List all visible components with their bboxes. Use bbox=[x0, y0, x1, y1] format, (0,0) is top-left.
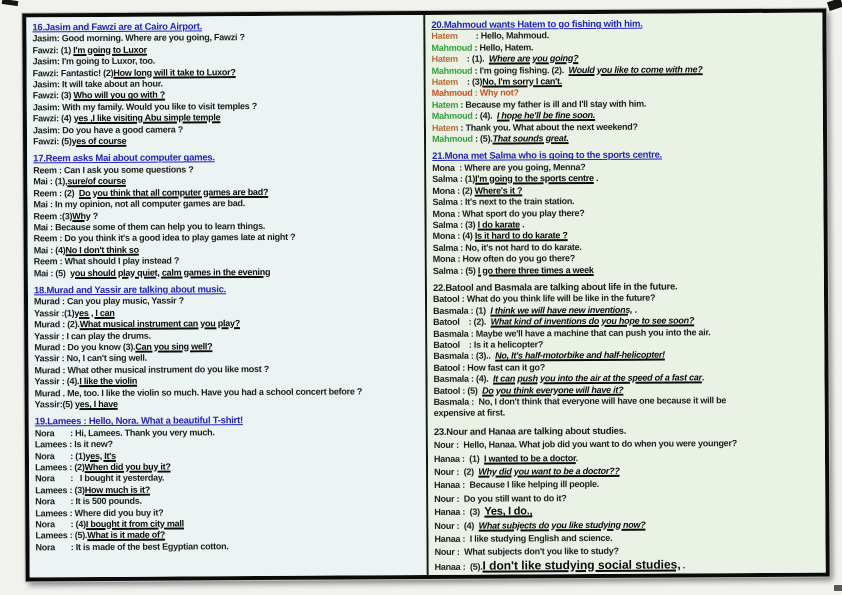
dialogue-title: 20.Mahmoud wants Hatem to go fishing with him. bbox=[431, 18, 643, 31]
dialogue-text: Mona : Where are you going, Menna? bbox=[432, 161, 586, 173]
answer-text: Do you think that all computer games are bad? bbox=[78, 186, 269, 198]
dialogue-text: Nour : (4) bbox=[434, 520, 479, 531]
dialogue-text: Mona : What sport do you play there? bbox=[432, 207, 585, 219]
dialogue-text: Salma : No, it's not hard to do karate. bbox=[432, 241, 582, 253]
dialogue-text: : Hello, Mahmoud. bbox=[457, 30, 549, 42]
dialogue-text: Fawzi: (4) bbox=[32, 113, 74, 124]
dialogue-text: Murad : (2). bbox=[34, 319, 80, 330]
dialogue-title: 22.Batool and Basmala are talking about life in the future. bbox=[432, 281, 678, 294]
answer-text: I like the violin bbox=[79, 375, 138, 387]
dialogue-text: Hanaa : (5). bbox=[434, 561, 483, 572]
dialogue-text: : (3) bbox=[457, 76, 483, 87]
answer-text: Yes, I do., bbox=[484, 505, 533, 518]
answer-text: It can push you into the air at the speed of a fast car bbox=[493, 372, 702, 384]
answer-text: yes, It's bbox=[85, 450, 116, 461]
dialogue-text: Nour : What subjects don't you like to study? bbox=[434, 546, 619, 558]
dialogue-text: Reem : What should I play instead ? bbox=[33, 255, 180, 267]
dialogue-text: Mona : (2) bbox=[432, 185, 475, 196]
dialogue-text: Mai : (4) bbox=[33, 244, 66, 256]
dialogue-line bbox=[35, 397, 422, 411]
dialogue-text: Mai : (5) bbox=[33, 267, 71, 278]
dialogue-title: 18.Murad and Yassir are talking about music. bbox=[33, 284, 227, 297]
answer-text: I do karate bbox=[477, 219, 520, 230]
dialogue-text: Nora : It is made of the best Egyptian cotton. bbox=[35, 541, 229, 553]
dialogue-text: Murad . Me, too. I like the violin so much. Have you had a school concert before ? bbox=[34, 385, 363, 398]
answer-text: Do you think everyone will have it? bbox=[482, 384, 624, 396]
speaker-name: Mahmoud bbox=[431, 42, 473, 53]
speaker-name: Hatem bbox=[431, 99, 459, 110]
dialogue-text: Murad : Can you play music, Yassir ? bbox=[34, 295, 184, 307]
dialogue-text: Murad : What other musical instrument do you like most ? bbox=[34, 363, 270, 376]
answer-text: I don't like studying social studies, bbox=[482, 557, 681, 573]
answer-text: yes of course bbox=[71, 135, 127, 147]
scan-artifact bbox=[834, 585, 842, 591]
answer-text: yes ,I like visiting Abu simple temple bbox=[73, 112, 221, 124]
dialogue-text: Nora : Hi, Lamees. Thank you very much. bbox=[34, 427, 215, 439]
answer-text: Would you like to come with me? bbox=[568, 63, 703, 75]
dialogue-text: : I'm going fishing. (2). bbox=[472, 64, 569, 76]
dialogue-title: 17.Reem asks Mai about computer games. bbox=[33, 152, 215, 165]
answer-text: Why did you want to be a doctor?? bbox=[478, 465, 620, 477]
dialogue-text: Lamees : Where did you buy it? bbox=[35, 507, 164, 519]
dialogue-text: Fawzi: (1) bbox=[32, 44, 74, 56]
dialogue-text: Reem : (2) bbox=[33, 187, 79, 199]
dialogue-16 bbox=[32, 20, 420, 148]
dialogue-text: Batool : What do you think life will be like in the future? bbox=[432, 292, 656, 305]
dialogue-text: Mai : Because some of them can help you to learn things. bbox=[33, 220, 266, 233]
dialogue-text: Jasim: Good morning. Where are you going, Fawzi ? bbox=[32, 32, 245, 44]
highlighted-line: Mahmoud : Why not? bbox=[431, 87, 519, 99]
dialogue-text: Nour : (2) bbox=[434, 466, 479, 477]
dialogue-text: Basmala : (1) bbox=[433, 305, 491, 316]
answer-text: yes, I have bbox=[74, 398, 118, 410]
answer-text: What subjects do you like studying now? bbox=[478, 519, 646, 531]
dialogue-text: Reem : Can I ask you some questions ? bbox=[33, 164, 194, 176]
dialogue-text: Basmala : No, I don't think that everyone will have one because it will be bbox=[433, 395, 727, 407]
speaker-name: Mahmoud bbox=[431, 65, 473, 76]
dialogue-text: : Hello, Hatem. bbox=[472, 42, 534, 53]
dialogue-line bbox=[435, 557, 822, 574]
dialogue-17 bbox=[33, 152, 421, 280]
scan-artifact bbox=[827, 0, 842, 11]
dialogue-21 bbox=[432, 149, 820, 277]
dialogue-text: Hanaa : Because I like helping ill people. bbox=[434, 479, 600, 491]
answer-text: How much is it? bbox=[84, 484, 151, 495]
dialogue-text: . bbox=[701, 372, 705, 383]
dialogue-text: Batool : (2). bbox=[433, 316, 491, 328]
speaker-name: Hatem bbox=[431, 54, 458, 65]
speaker-name: Mahmoud bbox=[432, 133, 473, 145]
dialogue-title: 21.Mona met Salma who is going to the sports centre. bbox=[432, 150, 663, 163]
dialogue-text: Salma : (5) bbox=[432, 265, 478, 276]
dialogue-text: Lamees : Is it new? bbox=[34, 439, 113, 450]
answer-text: Where's it ? bbox=[474, 185, 523, 196]
dialogue-text: : Thank you. What about the next weekend? bbox=[458, 121, 638, 133]
answer-text: When did you buy it? bbox=[84, 461, 171, 473]
speaker-name: Mahmoud bbox=[431, 110, 473, 122]
answer-text: What kind of inventions do you hope to see soon? bbox=[490, 315, 695, 327]
left-column bbox=[26, 15, 428, 577]
dialogue-18 bbox=[34, 283, 422, 411]
dialogue-text: . bbox=[519, 219, 525, 230]
dialogue-text: expensive at first. bbox=[433, 407, 506, 419]
dialogue-text: Mai : In my opinion, not all computer games are bad. bbox=[33, 198, 246, 210]
answer-text: I wanted to be a doctor bbox=[483, 452, 576, 464]
dialogue-line bbox=[34, 266, 421, 280]
dialogue-text: Jasim: Do you have a good camera ? bbox=[32, 124, 184, 136]
speaker-name: Hatem bbox=[431, 122, 459, 133]
answer-text: I think we will have new inventions, bbox=[490, 304, 633, 316]
answer-text: I'm going to the sports centre bbox=[475, 173, 594, 184]
dialogue-text: Reem :(3) bbox=[33, 210, 73, 221]
dialogue-line bbox=[33, 134, 420, 148]
dialogue-line bbox=[36, 540, 423, 554]
dialogue-text: Basmala : (4). bbox=[433, 373, 494, 385]
dialogue-text: Salma : (3) bbox=[432, 219, 478, 230]
dialogue-text: Lamees : (3) bbox=[35, 484, 85, 496]
dialogue-text: Lamees : (2) bbox=[35, 462, 85, 473]
answer-text: Why bbox=[72, 210, 91, 221]
speaker-name: Hatem bbox=[431, 76, 458, 87]
dialogue-text: Fawzi: Fantastic! (2) bbox=[32, 67, 114, 79]
answer-text: Who will you go with ? bbox=[73, 90, 166, 101]
dialogue-text: Salma : (1) bbox=[432, 173, 476, 185]
dialogue-text: Yassir : (4). bbox=[34, 376, 80, 387]
dialogue-text: Jasim: With my family. Would you like to visit temples ? bbox=[32, 100, 258, 113]
dialogue-text: Basmala : (3).. bbox=[433, 350, 496, 362]
dialogue-text: Batool : (5) bbox=[433, 385, 483, 396]
answer-text: I'm going to Luxor bbox=[73, 44, 147, 55]
answer-text: What is it made of? bbox=[87, 530, 166, 541]
dialogue-text: Nora : (4) bbox=[35, 519, 86, 530]
dialogue-text: ? bbox=[90, 210, 99, 221]
answer-text: I hope he'll be fine soon. bbox=[496, 110, 596, 121]
dialogue-text: Yassir : No, I can't sing well. bbox=[34, 353, 147, 364]
dialogue-text: Hanaa : (3) bbox=[434, 506, 485, 518]
dialogue-text: Mai : (1), bbox=[33, 176, 68, 187]
dialogue-text: Nour : Do you still want to do it? bbox=[434, 492, 567, 504]
dialogue-text: : Because my father is ill and I'll stay with him. bbox=[458, 98, 647, 110]
answer-text: you should play quiet, calm games in the evening bbox=[70, 266, 271, 278]
answer-text: No I don't think so bbox=[65, 244, 139, 255]
dialogue-text: Yassir : I can play the drums. bbox=[34, 330, 151, 341]
dialogue-line bbox=[434, 406, 821, 420]
answer-text: Can you sing well? bbox=[135, 341, 213, 352]
dialogue-text: . bbox=[632, 304, 637, 315]
dialogue-text: Jasim: I'm going to Luxor, too. bbox=[32, 55, 156, 67]
answer-text: I go there three times a week bbox=[477, 264, 594, 276]
dialogue-text: Nora : (1) bbox=[34, 450, 86, 462]
dialogue-text: Reem : Do you think it's a good idea to play games late at night ? bbox=[33, 232, 296, 244]
dialogue-text: . bbox=[593, 173, 599, 184]
answer-text: What musical instrument can you play? bbox=[79, 318, 240, 330]
scan-artifact bbox=[2, 0, 19, 6]
dialogue-text: Lamees : (5). bbox=[35, 530, 88, 541]
dialogue-text: Batool : Is it a helicopter? bbox=[433, 339, 544, 350]
dialogue-text: Basmala : Maybe we'll have a machine that can push you into the air. bbox=[433, 326, 711, 339]
worksheet-page bbox=[22, 9, 829, 582]
dialogue-text: . bbox=[680, 560, 686, 571]
dialogue-22 bbox=[433, 281, 821, 420]
dialogue-text: Yassir:(5) bbox=[34, 399, 75, 410]
dialogue-text: : (1). bbox=[457, 53, 489, 65]
speaker-name: Hatem bbox=[431, 31, 458, 42]
dialogue-23 bbox=[434, 423, 822, 574]
dialogue-text: Mona : (4) bbox=[432, 231, 475, 242]
dialogue-title: 23.Nour and Hanaa are talking about studies. bbox=[433, 425, 627, 438]
answer-text: That sounds great. bbox=[492, 133, 569, 144]
answer-text: No, It's half-motorbike and half-helicopter! bbox=[495, 349, 665, 361]
dialogue-text: : (5). bbox=[472, 133, 493, 144]
dialogue-text: Yassir :(1) bbox=[34, 307, 75, 319]
dialogue-text: Nour : Hello, Hanaa. What job did you want to do when you were younger? bbox=[433, 438, 737, 451]
dialogue-line bbox=[433, 263, 820, 277]
dialogue-text: Hanaa : (1) bbox=[433, 453, 485, 464]
answer-text: Where are you going? bbox=[488, 53, 579, 64]
dialogue-text: Murad : Do you know (3). bbox=[34, 341, 136, 353]
dialogue-text: Fawzi: (3) bbox=[32, 90, 74, 101]
dialogue-text: . bbox=[575, 452, 579, 463]
dialogue-text: Mona : How often do you go there? bbox=[432, 253, 576, 265]
right-column bbox=[425, 13, 825, 575]
dialogue-text: Hanaa : I like studying English and science. bbox=[434, 532, 613, 545]
dialogue-text: Jasim: It will take about an hour. bbox=[32, 78, 163, 90]
answer-text: sure/of course bbox=[67, 176, 126, 187]
answer-text: Is it hard to do karate ? bbox=[474, 230, 568, 242]
answer-text: No, I'm sorry I can't. bbox=[482, 76, 563, 87]
dialogue-text: Nora : It is 500 pounds. bbox=[35, 495, 142, 507]
dialogue-19 bbox=[35, 414, 423, 553]
dialogue-text: Nora : I bought it yesterday. bbox=[35, 473, 165, 484]
dialogue-title: 19.Lamees : Hello, Nora. What a beautiful T-shirt! bbox=[34, 415, 243, 428]
answer-text: yes , I can bbox=[74, 307, 115, 318]
dialogue-text: Batool : How fast can it go? bbox=[433, 362, 545, 373]
dialogue-text: Salma : It's next to the train station. bbox=[432, 196, 575, 208]
answer-text: How long will it take to Luxor? bbox=[113, 66, 236, 78]
dialogue-text: : (4). bbox=[472, 110, 497, 121]
dialogue-title: 16.Jasim and Fawzi are at Cairo Airport. bbox=[32, 21, 203, 34]
dialogue-20 bbox=[431, 18, 819, 146]
answer-text: I bought it from city mall bbox=[85, 518, 184, 530]
dialogue-line bbox=[432, 132, 819, 146]
dialogue-text: Fawzi: (5) bbox=[33, 136, 72, 147]
